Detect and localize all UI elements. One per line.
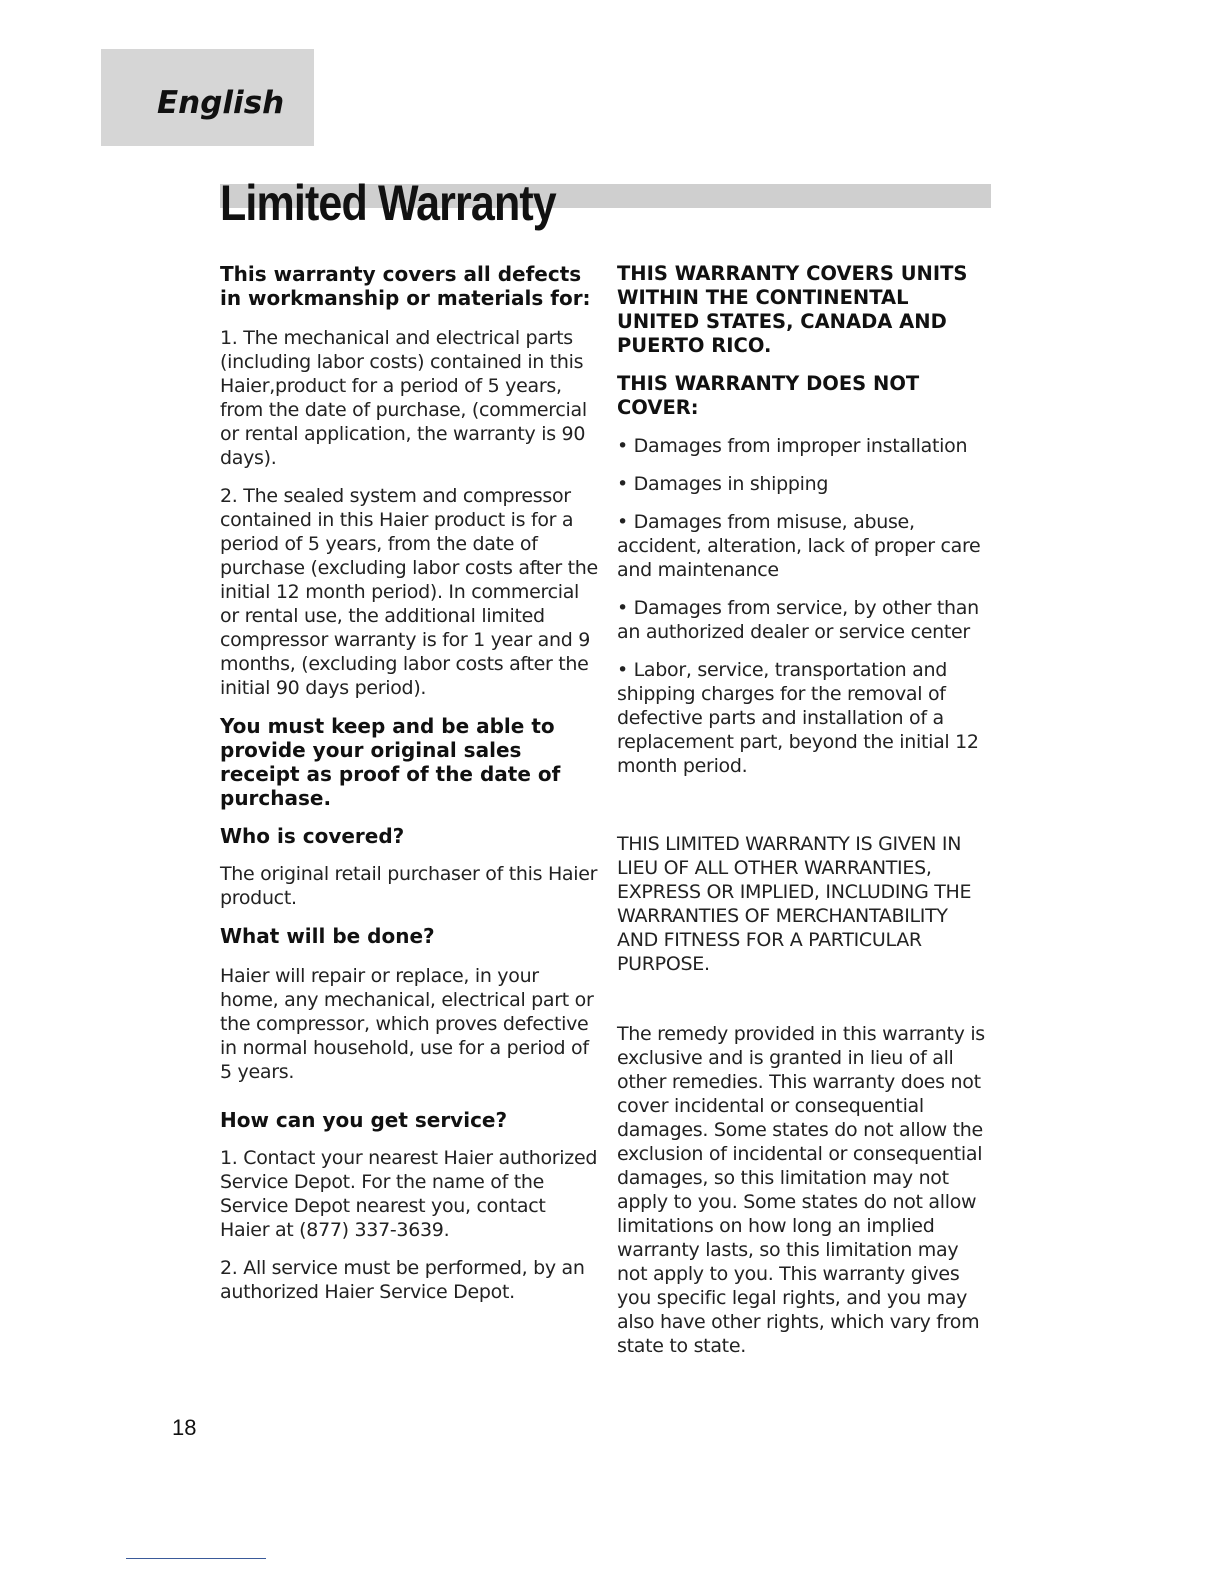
get-service-heading: How can you get service? <box>220 1108 508 1132</box>
coverage-item-2: 2. The sealed system and compressor contained in this Haier product is for a period of 5 years, from the date of purchase (excluding labor costs after the initial 12 month period). In commercial or rental use, the additional limited compressor warranty is for 1 year and 9 months, (excluding labor costs after the initial 90 days period). <box>220 485 598 699</box>
exclusion-bullet: • Damages in shipping <box>617 473 829 495</box>
remedy-text: The remedy provided in this warranty is exclusive and is granted in lieu of all other remedies. This warranty does not cover incidental or consequential damages. Some states do not allow the exclusion of incidental or consequential damages, so this limitation may not apply to you. Some states do not allow limitations on how long an implied warranty lasts, so this limitation may not apply to you. This warranty gives you specific legal rights, and you may also have other rights, which vary from state to state. <box>617 1023 985 1357</box>
service-item-1: 1. Contact your nearest Haier authorized Service Depot. For the name of the Service Depot nearest you, contact Haier at (877) 337-3639. <box>220 1147 598 1241</box>
covers-heading: This warranty covers all defects in workmanship or materials for: <box>220 262 591 310</box>
lieu-of-warranties-text: THIS LIMITED WARRANTY IS GIVEN IN LIEU OF ALL OTHER WARRANTIES, EXPRESS OR IMPLIED, INCLUDING THE WARRANTIES OF MERCHANTABILITY AND FITNESS FOR A PARTICULAR PURPOSE. <box>617 833 972 975</box>
language-label: English <box>157 85 285 121</box>
footer-divider <box>126 1558 266 1559</box>
exclusion-bullet: • Labor, service, transportation and shipping charges for the removal of defective parts and installation of a replacement part, beyond the initial 12 month period. <box>617 659 979 777</box>
right-column <box>617 262 992 1358</box>
coverage-item-1: 1. The mechanical and electrical parts (including labor costs) contained in this Haier,product for a period of 5 years, from the date of purchase, (commercial or rental application, the warranty is 90 days). <box>220 327 587 469</box>
language-tab <box>101 49 314 146</box>
who-covered-heading: Who is covered? <box>220 824 405 848</box>
service-item-2: 2. All service must be performed, by an authorized Haier Service Depot. <box>220 1257 585 1303</box>
what-done-heading: What will be done? <box>220 924 435 948</box>
page-title: Limited Warranty <box>220 175 556 231</box>
receipt-heading: You must keep and be able to provide your original sales receipt as proof of the date of purchase. <box>220 714 561 810</box>
exclusion-bullet: • Damages from service, by other than an authorized dealer or service center <box>617 597 979 643</box>
covers-units-heading: THIS WARRANTY COVERS UNITS WITHIN THE CONTINENTAL UNITED STATES, CANADA AND PUERTO RICO. <box>617 262 968 357</box>
not-cover-heading: THIS WARRANTY DOES NOT COVER: <box>617 372 920 419</box>
page-number: 18 <box>172 1415 197 1440</box>
exclusion-bullet: • Damages from improper installation <box>617 435 968 457</box>
exclusion-bullet: • Damages from misuse, abuse, accident, alteration, lack of proper care and maintenance <box>617 511 981 581</box>
what-done-text: Haier will repair or replace, in your home, any mechanical, electrical part or the compressor, which proves defective in normal household, use for a period of 5 years. <box>220 965 594 1083</box>
who-covered-text: The original retail purchaser of this Haier product. <box>220 863 598 909</box>
left-column <box>220 262 600 1304</box>
